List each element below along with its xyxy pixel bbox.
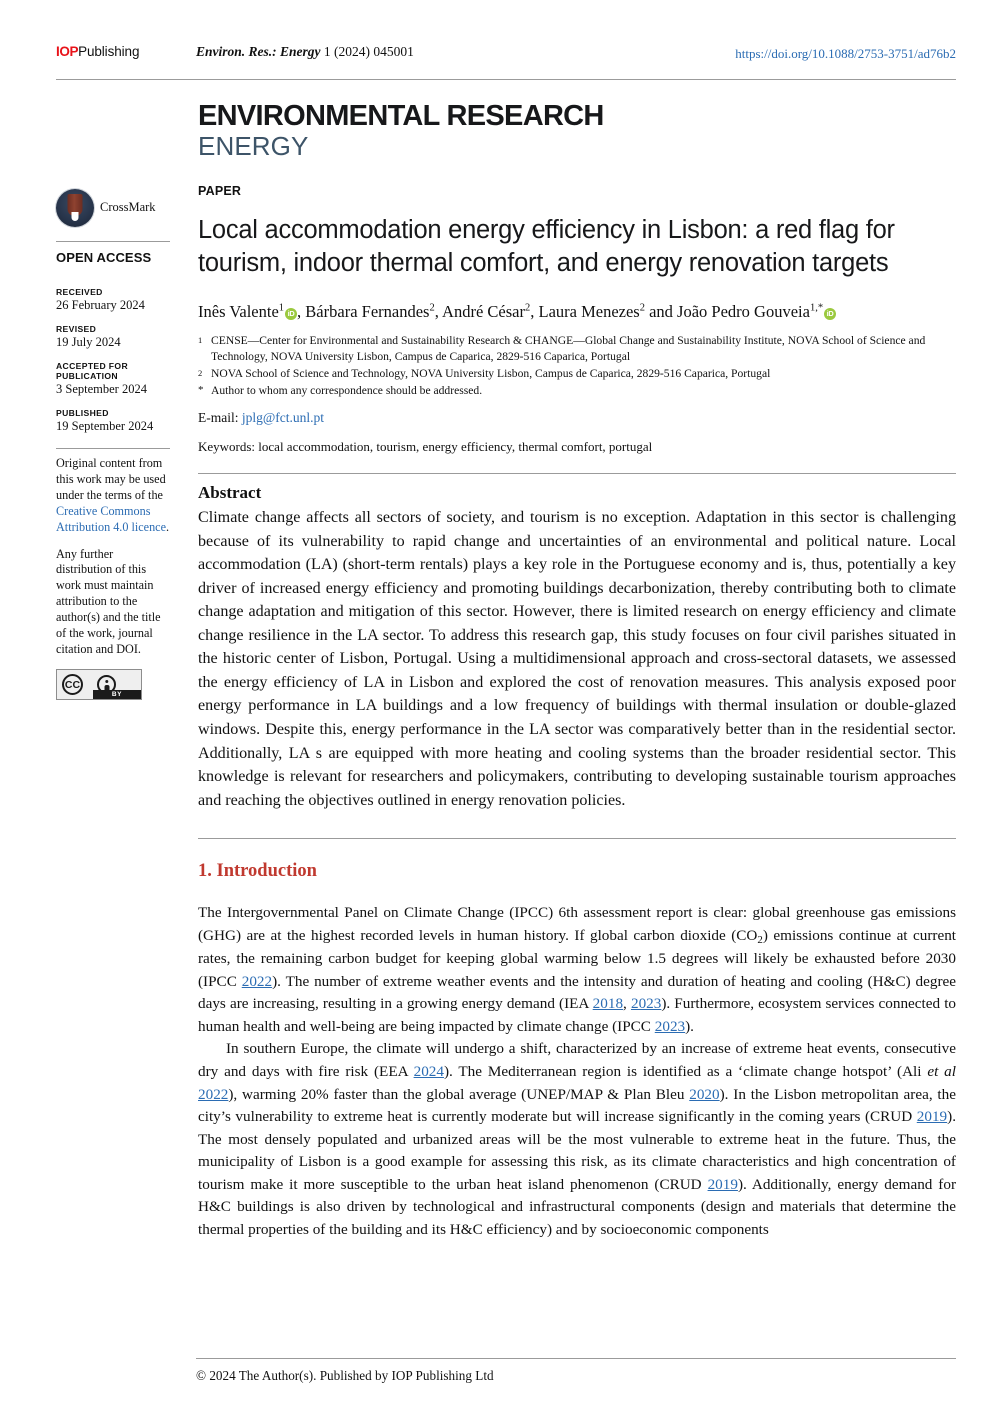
date-accepted-value: 3 September 2024	[56, 381, 147, 396]
header-divider	[56, 79, 956, 80]
author-separator-2: ,	[434, 302, 443, 322]
p2-segment-b: ). The Mediterranean region is identified as a ‘climate change hotspot’ (Ali	[443, 1062, 928, 1080]
affiliation-3-marker: *	[198, 384, 204, 397]
creative-commons-icon: CC	[62, 674, 83, 695]
orcid-icon[interactable]: iD	[285, 308, 297, 320]
masthead-line-1: ENVIRONMENTAL RESEARCH	[198, 100, 604, 132]
citation-ali-2022[interactable]: 2022	[198, 1085, 229, 1103]
affiliation-3-text: Author to whom any correspondence should be addressed.	[211, 384, 483, 398]
author-3-affil-marker: 2	[524, 302, 531, 314]
email-link[interactable]: jplg@fct.unl.pt	[241, 409, 325, 425]
citation-eea-2024[interactable]: 2024	[413, 1062, 444, 1080]
abstract-text: Climate change affects all sectors of society, and tourism is no exception. Adaptation in this sector is challenging because of its vulnerability to rapid change and uncertainties of an environmental and political nature. Local accommodation (LA) (short-term rentals) plays a key role in the Portuguese economy and is, thus, potentially a key driver of increased energy efficiency and promoting buildings decarbonization, thereby contributing both to climate change adaptation and mitigation of this sector. However, there is limited research on energy efficiency and climate change resilience in the LA sector. To address this research gap, this study focuses on four civil parishes situated in the historic center of Lisbon, Portugal. Using a multidimensional approach and cross-sectoral datasets, we assessed the energy efficiency of LA in Lisbon and explored the cost of renovation measures. This analysis exposed poor energy performance in LA buildings and a low frequency of buildings with thermal insulation or double-glazed windows. Despite this, energy performance in the LA sector was comparatively better than in the residential sector. Additionally, LA s are equipped with more heating and cooling systems than the broader residential sector. This knowledge is relevant for researchers and policymakers, contributing to developing sustainable tourism approaches and reaching the objectives outlined in energy renovation policies.	[198, 508, 956, 809]
p2-segment-g: ). Additionally, energy demand for H&C buildings is also driven by technological and infrastructural components (design and materials that determine the thermal properties of the building and its H&C efficiency) and by socioeconomic components	[198, 1175, 957, 1238]
p1-segment-e: ). Furthermore, ecosystem services connected to human health and well-being are being impacted by climate change (IPCC	[198, 995, 957, 1035]
crossmark-label: CrossMark	[100, 200, 156, 215]
affiliation-2	[198, 366, 956, 383]
corresponding-email-line	[198, 410, 956, 426]
author-separator-1: ,	[297, 302, 306, 322]
p2-segment-d: ), warming 20% faster than the global average (UNEP/MAP & Plan Bleu	[228, 1085, 690, 1103]
article-type-label: PAPER	[198, 183, 242, 198]
author-5-affil-marker: 1,*	[809, 302, 824, 314]
page-footer	[196, 1358, 956, 1384]
introduction-divider	[198, 838, 956, 839]
keywords-line: Keywords: local accommodation, tourism, energy efficiency, thermal comfort, portugal	[198, 438, 653, 454]
abstract-divider	[198, 473, 956, 474]
date-received-label: RECEIVED	[56, 286, 103, 297]
author-name-1: Inês Valente	[198, 302, 279, 322]
et-al-italic: et al	[927, 1062, 956, 1080]
page-columns	[56, 184, 956, 1242]
p1-segment-c: ). The number of extreme weather events and the intensity and duration of heating and cooling (H&C) degree days are increasing, resulting in a growing energy demand (IEA	[198, 972, 956, 1013]
intro-paragraph-2	[198, 1038, 956, 1241]
author-name-4: Laura Menezes	[538, 302, 640, 322]
orcid-icon[interactable]: iD	[824, 308, 836, 320]
page-header	[56, 44, 956, 70]
masthead-line-2: ENERGY	[198, 131, 309, 162]
citation-iea-2023[interactable]: 2023	[630, 995, 662, 1013]
p2-segment-e: ). In the Lisbon metropolitan area, the city’s vulnerability to extreme heat is currently moderate but will increase significantly in the coming years (CRUD	[198, 1085, 956, 1126]
iop-publishing-logo	[56, 44, 186, 59]
author-list	[198, 301, 956, 323]
sidebar	[56, 184, 184, 701]
date-revised	[56, 324, 170, 350]
journal-citation	[196, 44, 414, 60]
citation-ipcc-2022[interactable]: 2022	[241, 972, 273, 990]
article-content	[184, 184, 956, 1242]
date-received-value: 26 February 2024	[56, 297, 145, 312]
date-accepted	[56, 361, 170, 397]
open-access-label: OPEN ACCESS	[56, 249, 152, 265]
date-accepted-label: ACCEPTED FOR PUBLICATION	[56, 360, 128, 381]
author-separator-3: ,	[530, 302, 539, 322]
author-separator-4: and	[644, 302, 678, 322]
affiliation-1	[198, 333, 956, 366]
cc-by-license-badge[interactable]	[56, 669, 142, 700]
sidebar-divider-top	[56, 241, 170, 242]
author-name-5: João Pedro Gouveia	[677, 302, 810, 322]
p2-segment-f: ). The most densely populated and urbanized areas will be the most vulnerable to extreme heat in the future. Thus, the municipality of Lisbon is a good example for assessing this risk, as its climate characteristics and high concentration of tourism make it more susceptible to the urban heat island phenomenon (CRUD	[198, 1108, 956, 1193]
date-revised-value: 19 July 2024	[56, 334, 121, 349]
author-1-affil-marker: 1	[278, 302, 285, 314]
citation-iea-2018[interactable]: 2018	[592, 995, 624, 1013]
affiliation-1-text: CENSE—Center for Environmental and Sustainability Research & CHANGE—Global Change and Sustainability Institute, NOVA School of Science and Technology, NOVA University Lisbon, Campus de Caparica, 2829-516 Caparica, Portugal	[211, 333, 926, 364]
p2-segment-a: In southern Europe, the climate will undergo a shift, characterized by an increase of extreme heat events, consecutive dry and days with fire risk (EEA	[198, 1040, 956, 1080]
licence-text-before: Original content from this work may be used under the terms of the	[56, 455, 166, 502]
author-4-affil-marker: 2	[639, 302, 645, 314]
author-2-affil-marker: 2	[429, 302, 435, 314]
citation-crud-2019-b[interactable]: 2019	[707, 1175, 738, 1193]
citation-unep-2020[interactable]: 2020	[689, 1085, 720, 1103]
creative-commons-link[interactable]: Creative Commons Attribution 4.0 licence	[56, 503, 166, 534]
licence-text-after: .	[166, 519, 170, 534]
p1-segment-b: ) emissions continue at current rates, the remaining carbon budget for keeping global warming below 1.5 degrees will likely be exhausted before 2030 (IPCC	[198, 926, 957, 990]
affiliations	[198, 333, 956, 400]
licence-paragraph-1	[56, 456, 170, 536]
footer-divider	[196, 1358, 956, 1359]
iop-logo-word: Publishing	[78, 44, 140, 59]
page-title: Local accommodation energy efficiency in Lisbon: a red flag for tourism, indoor thermal comfort, and energy renovation targets	[198, 215, 895, 278]
affiliation-1-marker: 1	[198, 334, 203, 345]
licence-statement	[56, 456, 170, 659]
doi-link[interactable]: https://doi.org/10.1088/2753-3751/ad76b2	[735, 46, 956, 61]
co2-subscript: 2	[757, 933, 763, 946]
section-heading-introduction: 1. Introduction	[198, 861, 317, 882]
crossmark-badge-group[interactable]	[56, 189, 170, 227]
author-name-3: André César	[442, 302, 525, 322]
cc-by-label: BY	[93, 690, 141, 699]
licence-paragraph-2: Any further distribution of this work must maintain attribution to the author(s) and the title of the work, journal citation and DOI.	[56, 546, 161, 657]
date-published	[56, 408, 170, 434]
p1-segment-d: ,	[623, 995, 631, 1013]
p1-segment-f: ).	[685, 1017, 694, 1035]
date-published-value: 19 September 2024	[56, 418, 154, 433]
affiliation-2-text: NOVA School of Science and Technology, NOVA University Lisbon, Campus de Caparica, 2829-516 Caparica, Portugal	[211, 367, 771, 381]
date-received	[56, 287, 170, 313]
date-published-label: PUBLISHED	[56, 407, 109, 418]
iop-logo-mark: IOP	[56, 44, 79, 59]
journal-masthead	[198, 100, 956, 162]
sidebar-divider-licence	[56, 448, 170, 449]
journal-volume-article: 1 (2024) 045001	[323, 44, 414, 59]
journal-name: Environ. Res.: Energy	[196, 44, 321, 59]
author-name-2: Bárbara Fernandes	[305, 302, 430, 322]
date-revised-label: REVISED	[56, 323, 97, 334]
email-label: E-mail:	[198, 409, 239, 425]
affiliation-3	[198, 383, 956, 400]
copyright-text: © 2024 The Author(s). Published by IOP Publishing Ltd	[196, 1368, 494, 1383]
citation-crud-2019-a[interactable]: 2019	[916, 1108, 948, 1126]
affiliation-2-marker: 2	[198, 368, 203, 379]
citation-ipcc-2023[interactable]: 2023	[654, 1017, 686, 1035]
p1-segment-a: The Intergovernmental Panel on Climate Change (IPCC) 6th assessment report is clear: global greenhouse gas emissions (GHG) are at the highest recorded levels in human history. If global carbon dioxide (CO	[198, 904, 956, 944]
crossmark-icon	[56, 189, 94, 227]
intro-paragraph-1	[198, 902, 956, 1038]
abstract-heading: Abstract	[198, 482, 262, 502]
